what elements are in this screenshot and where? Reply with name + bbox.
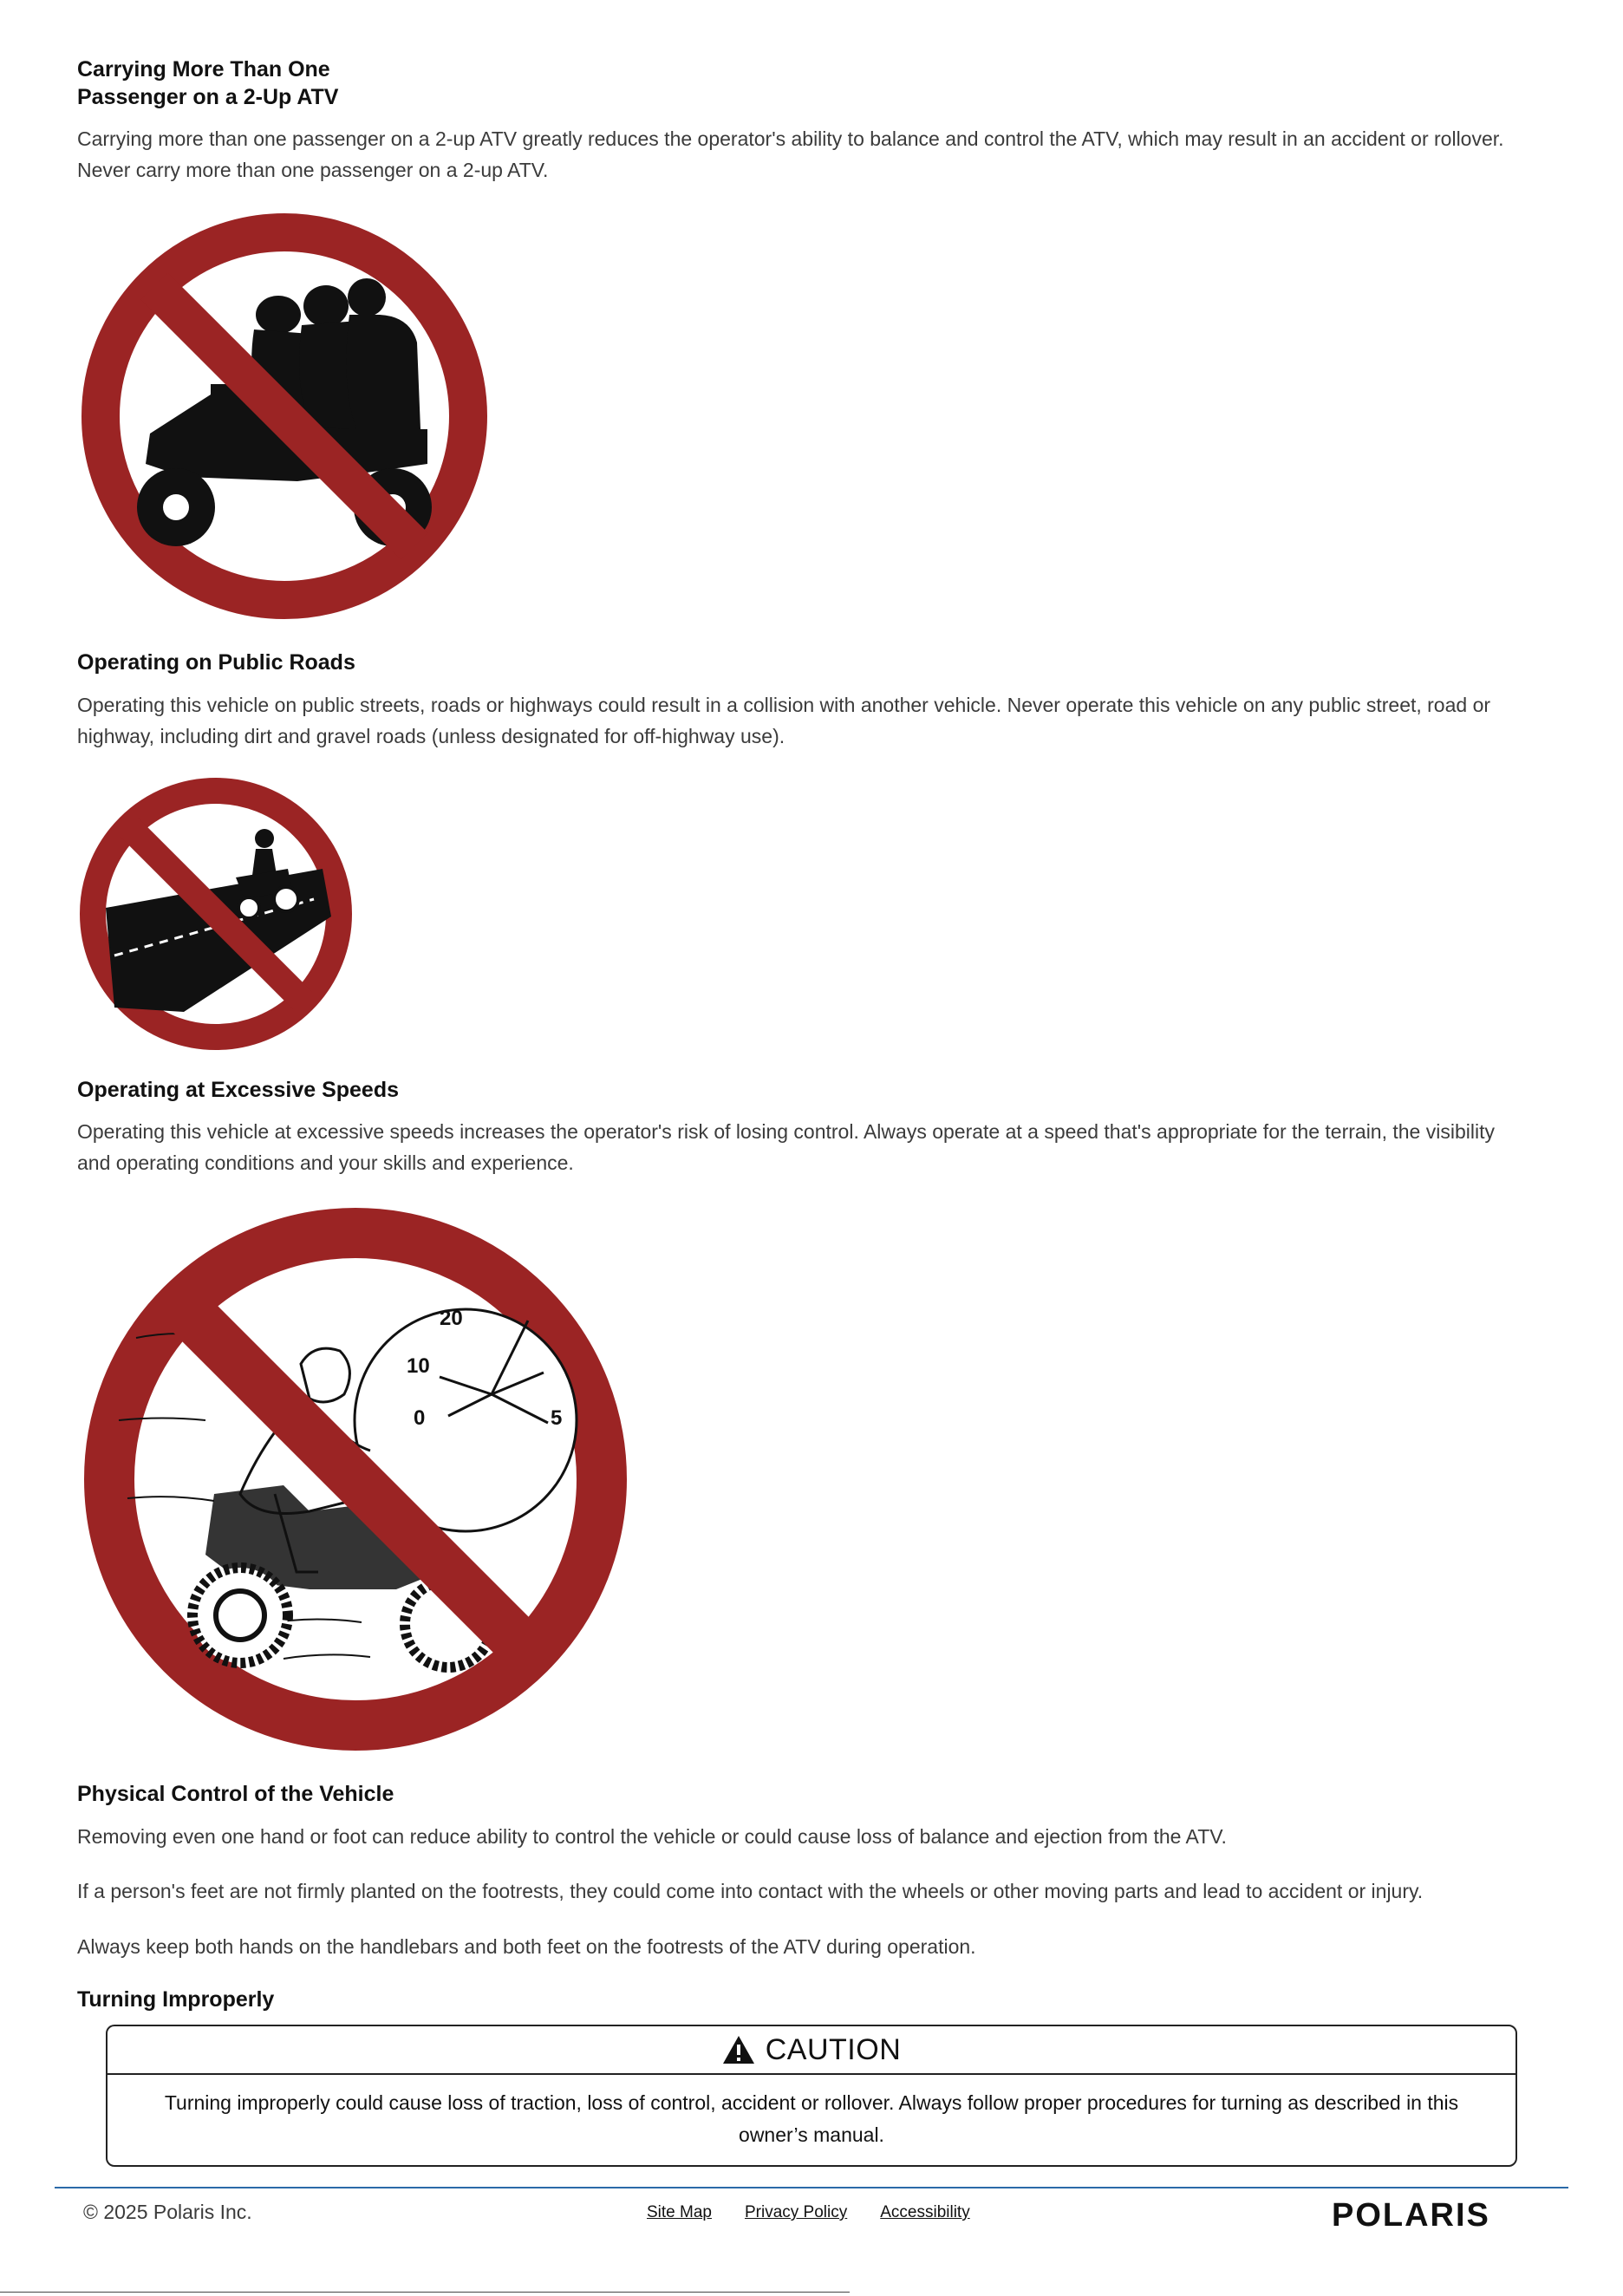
footer-link-privacy-policy[interactable]: Privacy Policy [744,2203,848,2221]
no-public-roads-sign-icon [80,778,352,1050]
footer-links [647,2203,970,2222]
polaris-logo[interactable] [1332,2199,1540,2230]
speed-label-20: 20 [440,1307,463,1330]
section-body [77,689,1551,752]
footer-divider [55,2187,1568,2188]
section-title-physical-control: Physical Control of the Vehicle [77,1782,394,1806]
section-title-public-roads: Operating on Public Roads [77,650,355,675]
footer-link-site-map[interactable]: Site Map [647,2203,712,2221]
speed-label-10: 10 [407,1354,430,1378]
section-title-turning-improperly: Turning Improperly [77,1987,275,2012]
section-body: If a person's feet are not firmly planted on the footrests, they could come into contact with the wheels or other moving parts and lead to accident or injury. [77,1880,1424,1902]
caution-header [108,2026,1515,2075]
body-line: Operating this vehicle on public streets, roads or highways could result in a collision with another vehicle. Never operate this vehicle on any public street, road or [77,694,1491,716]
section-body [77,123,1551,186]
no-extra-passenger-sign-icon [81,212,488,620]
caution-line: Turning improperly could cause loss of traction, loss of control, accident or rollover. Always follow proper procedures for turning as described in this [164,2091,1459,2114]
copyright-text: © 2025 Polaris Inc. [83,2201,252,2223]
section-body: Removing even one hand or foot can reduce ability to control the vehicle or could cause loss of balance and ejection from the ATV. [77,1825,1227,1848]
no-excessive-speed-sign-icon [84,1208,627,1751]
caution-line: owner’s manual. [739,2123,884,2146]
polaris-logo-text: POLARIS [1332,2199,1490,2230]
caution-body [108,2075,1515,2151]
caution-label: CAUTION [765,2032,902,2066]
section-title-line: Passenger on a 2-Up ATV [77,85,339,109]
speed-label-5: 5 [551,1406,563,1430]
section-title-two-up-passengers [77,55,338,111]
body-line: Never carry more than one passenger on a 2-up ATV. [77,159,549,181]
section-body: Always keep both hands on the handlebars and both feet on the footrests of the ATV during operation. [77,1935,976,1958]
warning-triangle-icon [722,2035,755,2064]
section-title-line: Carrying More Than One [77,57,330,82]
section-body [77,1116,1551,1178]
body-line: Operating this vehicle at excessive speeds increases the operator's risk of losing control. Always operate at a speed that's appropriate for the terrain, the visibility [77,1120,1495,1143]
page-bottom-rule [0,2292,850,2293]
caution-box [106,2025,1517,2167]
footer-link-accessibility[interactable]: Accessibility [880,2203,970,2221]
section-title-excessive-speeds: Operating at Excessive Speeds [77,1078,400,1102]
speed-label-0: 0 [414,1406,426,1430]
body-line: highway, including dirt and gravel roads (unless designated for off-highway use). [77,725,785,747]
body-line: Carrying more than one passenger on a 2-up ATV greatly reduces the operator's ability to balance and control the ATV, which may result in an accident or rollover. [77,127,1504,150]
body-line: and operating conditions and your skills and experience. [77,1151,574,1174]
